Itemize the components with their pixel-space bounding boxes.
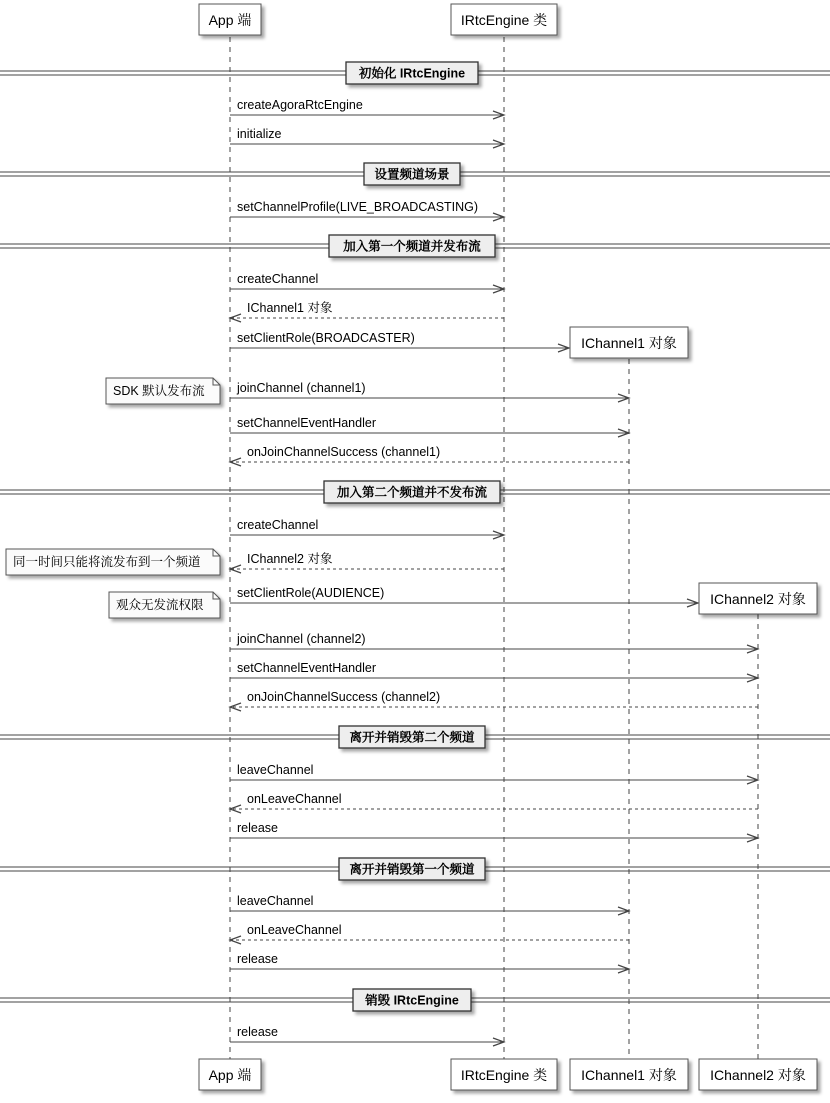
message-label: initialize bbox=[237, 127, 282, 141]
participant-box-ch1 bbox=[570, 327, 688, 358]
divider-label: 设置频道场景 bbox=[374, 167, 450, 182]
message-call bbox=[230, 127, 504, 148]
message-call bbox=[230, 894, 629, 915]
message-return bbox=[230, 445, 629, 466]
participant-box-ch2 bbox=[699, 1059, 817, 1090]
message-label: onLeaveChannel bbox=[247, 792, 342, 806]
message-label: setChannelEventHandler bbox=[237, 416, 376, 430]
note bbox=[6, 549, 220, 575]
message-label: createAgoraRtcEngine bbox=[237, 98, 363, 112]
divider bbox=[0, 163, 830, 185]
message-label: setChannelEventHandler bbox=[237, 661, 376, 675]
message-call bbox=[230, 1025, 504, 1046]
message-label: release bbox=[237, 821, 278, 835]
message-label: onJoinChannelSuccess (channel2) bbox=[247, 690, 441, 704]
message-label: leaveChannel bbox=[237, 894, 314, 908]
divider-label: 离开并销毁第二个频道 bbox=[349, 730, 475, 745]
participant-box-engine bbox=[451, 1059, 557, 1090]
note-text: 同一时间只能将流发布到一个频道 bbox=[13, 555, 201, 569]
message-call bbox=[230, 518, 504, 539]
message-label: createChannel bbox=[237, 518, 319, 532]
message-label: IChannel1 对象 bbox=[247, 301, 333, 315]
message-call bbox=[230, 586, 698, 607]
message-return bbox=[230, 923, 629, 944]
participant-box-app bbox=[199, 4, 261, 35]
message-label: joinChannel (channel1) bbox=[237, 381, 366, 395]
divider-label: 销毁 IRtcEngine bbox=[365, 993, 459, 1008]
message-label: createChannel bbox=[237, 272, 319, 286]
divider bbox=[0, 858, 830, 880]
note bbox=[109, 592, 220, 618]
message-label: setClientRole(AUDIENCE) bbox=[237, 586, 385, 600]
message-label: onJoinChannelSuccess (channel1) bbox=[247, 445, 441, 459]
message-label: release bbox=[237, 1025, 278, 1039]
participant-label: IChannel1 对象 bbox=[581, 1067, 677, 1083]
participant-label: IChannel1 对象 bbox=[581, 335, 677, 351]
divider bbox=[0, 481, 830, 503]
message-label: setClientRole(BROADCASTER) bbox=[237, 331, 415, 345]
message-return bbox=[230, 551, 504, 573]
message-label: joinChannel (channel2) bbox=[237, 632, 366, 646]
message-label: IChannel2 对象 bbox=[247, 552, 333, 566]
message-call bbox=[230, 98, 504, 119]
participant-label: App 端 bbox=[208, 1067, 252, 1083]
divider bbox=[0, 235, 830, 257]
message-call bbox=[230, 200, 504, 221]
notes bbox=[6, 378, 220, 618]
divider-label: 加入第二个频道并不发布流 bbox=[336, 485, 488, 500]
divider-label: 加入第一个频道并发布流 bbox=[343, 239, 481, 254]
message-label: leaveChannel bbox=[237, 763, 314, 777]
arrow-head-icon bbox=[230, 936, 241, 944]
message-call bbox=[230, 272, 504, 293]
participant-box-ch2 bbox=[699, 583, 817, 614]
message-return bbox=[230, 792, 758, 813]
message-return bbox=[230, 690, 758, 711]
message-call bbox=[230, 331, 569, 352]
participant-box-ch1 bbox=[570, 1059, 688, 1090]
divider-label: 初始化 IRtcEngine bbox=[358, 66, 466, 81]
message-return bbox=[230, 300, 504, 322]
divider-label: 离开并销毁第一个频道 bbox=[349, 862, 475, 877]
message-call bbox=[230, 763, 758, 784]
participant-label: IChannel2 对象 bbox=[710, 1067, 806, 1083]
note-text: SDK 默认发布流 bbox=[113, 384, 205, 398]
message-call bbox=[230, 821, 758, 842]
message-call bbox=[230, 632, 758, 653]
message-label: setChannelProfile(LIVE_BROADCASTING) bbox=[237, 200, 479, 214]
participant-box-engine bbox=[451, 4, 557, 35]
message-call bbox=[230, 381, 629, 402]
arrow-head-icon bbox=[230, 458, 241, 466]
message-call bbox=[230, 661, 758, 682]
message-label: release bbox=[237, 952, 278, 966]
participant-label: IRtcEngine 类 bbox=[460, 1067, 548, 1083]
message-call bbox=[230, 416, 629, 437]
participant-label: App 端 bbox=[208, 12, 252, 28]
participant-label: IRtcEngine 类 bbox=[460, 12, 548, 28]
message-call bbox=[230, 952, 629, 973]
divider bbox=[0, 726, 830, 748]
divider bbox=[0, 989, 830, 1011]
note-text: 观众无发流权限 bbox=[116, 598, 204, 612]
participant-box-app bbox=[199, 1059, 261, 1090]
divider bbox=[0, 62, 830, 84]
note bbox=[106, 378, 220, 404]
participant-label: IChannel2 对象 bbox=[710, 591, 806, 607]
message-label: onLeaveChannel bbox=[247, 923, 342, 937]
